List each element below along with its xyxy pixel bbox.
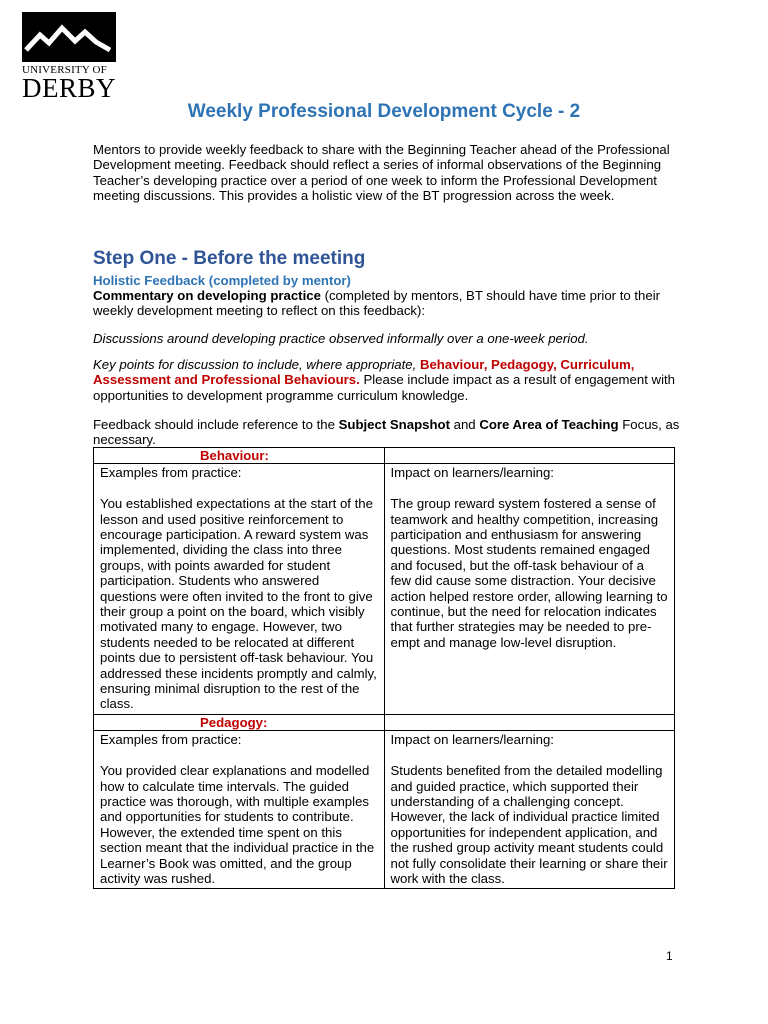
logo-derby: DERBY — [22, 73, 117, 103]
examples-text: You provided clear explanations and modelled how to calculate time intervals. The guided practice was thorough, with multiple examples and opportunities for students to contribute. However, the extended time spent on this section meant that the individual practice in the Learner’s Book was omitted, and the group activity was rushed. — [100, 763, 375, 886]
section-content-row — [94, 731, 675, 889]
commentary-text: (completed by mentors, BT should have time prior to their weekly development meeting to reflect on this feedback): — [93, 288, 661, 319]
section-label-behaviour: Behaviour: — [94, 448, 385, 464]
feedback-text-2: and — [449, 417, 480, 432]
feedback-text-1: Feedback should include reference to the — [93, 417, 339, 432]
impact-cell — [384, 731, 675, 889]
impact-header: Impact on learners/learning: — [390, 732, 554, 748]
logo-university-of: UNIVERSITY OF — [22, 64, 107, 76]
feedback-paragraph — [93, 417, 681, 448]
examples-header: Examples from practice: — [100, 465, 242, 481]
section-header-row — [94, 448, 675, 464]
university-logo — [22, 12, 118, 103]
key-points-paragraph — [93, 357, 681, 403]
feedback-table — [93, 447, 675, 889]
examples-cell — [94, 731, 385, 889]
impact-cell — [384, 464, 675, 714]
key-points-rest: Please include impact as a result of engagement with opportunities to development programme curriculum knowledge. — [93, 372, 675, 403]
page-number: 1 — [666, 949, 673, 963]
section-content-row — [94, 464, 675, 714]
examples-header: Examples from practice: — [100, 732, 242, 748]
subject-snapshot: Subject Snapshot — [338, 417, 450, 432]
core-area-of-teaching: Core Area of Teaching — [479, 417, 619, 432]
examples-cell — [94, 464, 385, 714]
discussions-paragraph: Discussions around developing practice observed informally over a one-week period. — [93, 331, 589, 346]
page-title: Weekly Professional Development Cycle - 2 — [187, 101, 581, 122]
impact-text: The group reward system fostered a sense of teamwork and healthy competition, increasing participation and enthusiasm for answering questions. Most students remained engaged and focused, but the off-task behaviour of a few did cause some distraction. Your decisive action helped restore order, allowing learning to continue, but the need for relocation indicates that further strategies may be needed to pre-empt and manage low-level disruption. — [390, 496, 668, 650]
commentary-bold: Commentary on developing practice — [93, 288, 321, 303]
mountain-peaks-icon — [22, 12, 116, 62]
step-one-heading: Step One - Before the meeting — [93, 248, 366, 269]
key-points-intro: Key points for discussion to include, where appropriate, — [93, 357, 420, 372]
intro-paragraph: Mentors to provide weekly feedback to share with the Beginning Teacher ahead of the Professional Development meeting. Feedback should reflect a series of informal observations of the Beginning Teacher’s developing practice over a period of one week to inform the Professional Development meeting discussions. This provides a holistic view of the BT progression across the week. — [93, 142, 670, 204]
impact-header: Impact on learners/learning: — [390, 465, 554, 481]
section-label-pedagogy: Pedagogy: — [94, 714, 385, 730]
section-header-blank — [384, 714, 675, 730]
impact-text: Students benefited from the detailed modelling and guided practice, which supported their understanding of a challenging concept. However, the lack of individual practice limited opportunities for independent application, and the rushed group activity meant students could not fully consolidate their learning or share their work with the class. — [390, 763, 668, 886]
key-points-areas: Behaviour, Pedagogy, Curriculum, Assessment and Professional Behaviours. — [93, 357, 635, 388]
examples-text: You established expectations at the start of the lesson and used positive reinforcement to encourage participation. A reward system was implemented, dividing the class into three groups, with points awarded for student participation. Students who answered questions were often invited to the front to give their group a point on the board, which visibly motivated many to engage. However, two students needed to be relocated at different points due to persistent off-task behaviour. You addressed these incidents promptly and calmly, ensuring minimal disruption to the rest of the class. — [100, 496, 377, 712]
section-header-blank — [384, 448, 675, 464]
commentary-paragraph — [93, 288, 681, 319]
holistic-feedback-subheading: Holistic Feedback (completed by mentor) — [93, 273, 351, 288]
section-header-row — [94, 714, 675, 730]
feedback-text-3: Focus, as necessary. — [93, 417, 680, 448]
